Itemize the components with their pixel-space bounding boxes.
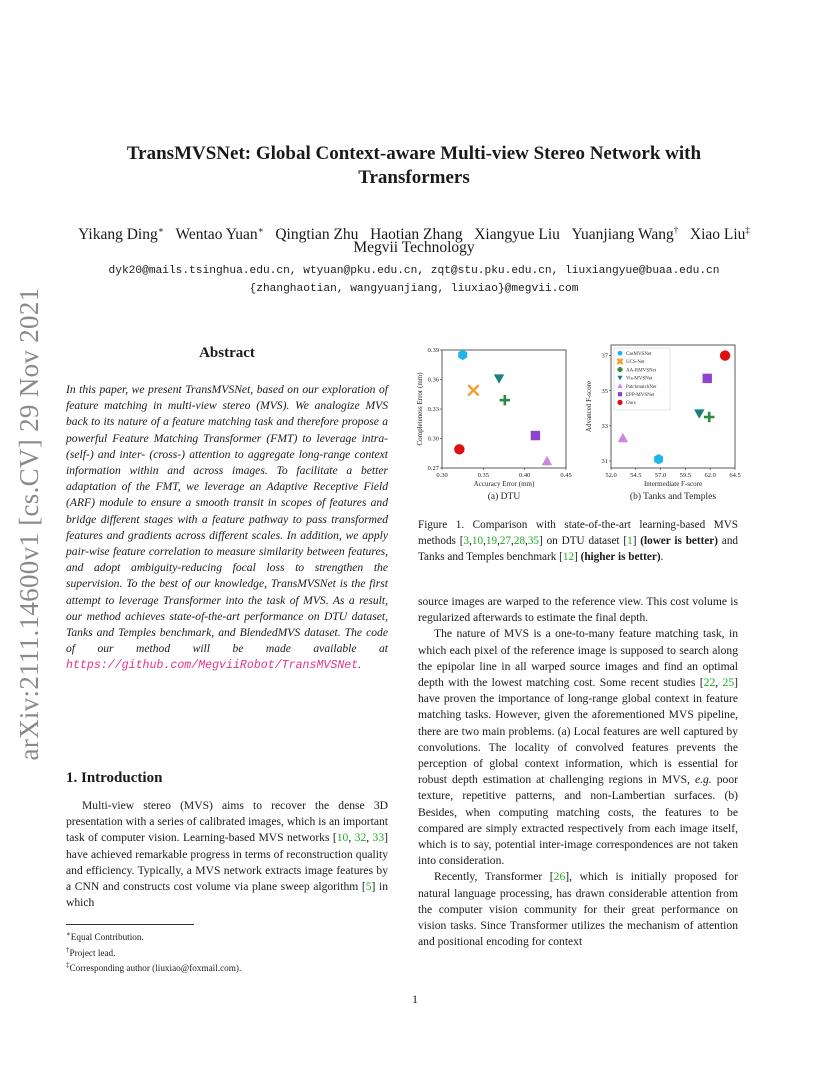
footnote-rule <box>66 924 194 925</box>
citation-link[interactable]: 28 <box>513 535 526 547</box>
emails-line-2: {zhanghaotian, wangyuanjiang, liuxiao}@megvii.com <box>249 283 579 295</box>
y-axis-label: Advanced F-score <box>585 380 593 433</box>
emails-line-1: dyk20@mails.tsinghua.edu.cn, wtyuan@pku.edu.cn, zqt@stu.pku.edu.cn, liuxiangyue@buaa.edu.cn <box>108 265 720 277</box>
citation-link[interactable]: 10 <box>336 831 349 845</box>
section-heading: 1. Introduction <box>66 770 163 786</box>
chart-dtu <box>416 347 572 502</box>
footnote-mark: ∗ <box>66 930 71 938</box>
footnotes <box>66 928 388 975</box>
citation-link[interactable]: 33 <box>372 831 385 845</box>
intro-text: Multi-view stereo (MVS) aims to recover the dense 3D presentation with a series of calibrated images, which is an important task of computer vision. Learning-based MVS networks [ <box>66 799 388 845</box>
y-tick-label: 33 <box>601 423 608 431</box>
footnote-text: Corresponding author (liuxiao@foxmail.com). <box>69 963 242 974</box>
author-name: Xiao Liu <box>689 226 746 244</box>
y-tick-label: 0.30 <box>427 435 439 443</box>
legend-label: UCS-Net <box>626 360 645 366</box>
emphasis-text: (higher is better) <box>580 551 661 563</box>
emphasis-text: (lower is better) <box>640 535 718 547</box>
marker-circle <box>720 350 730 360</box>
author-name: Wentao Yuan <box>175 226 258 244</box>
caption-text: ] <box>574 551 581 563</box>
x-tick-label: 62.0 <box>704 472 716 479</box>
intro-text: ] have achieved remarkable progress in terms of reconstruction quality and efficiency. Typically, a MVS network extracts image features by a CNN and constructs cost volume via plane sweep algorithm [ <box>66 831 388 894</box>
author-mark: ∗ <box>257 225 264 235</box>
marker-hexagon <box>458 350 467 360</box>
x-tick-label: 0.30 <box>436 472 448 479</box>
author-name: Qingtian Zhu <box>275 226 359 244</box>
y-tick-label: 0.39 <box>427 347 439 355</box>
citation-link[interactable]: 10 <box>471 535 484 547</box>
arxiv-stamp: arXiv:2111.14600v1 [cs.CV] 29 Nov 2021 <box>14 287 44 761</box>
body-text: ], which is initially proposed for natural language processing, has drawn considerable attention from the computer vision community for their great performance on vision tasks. Since Transformer utilizes the mechanism of attention and positional encoding for context <box>418 870 738 949</box>
legend-label: PatchmatchNet <box>626 384 657 390</box>
title-line-1: TransMVSNet: Global Context-aware Multi-view Stereo Network with <box>126 143 702 164</box>
citation-link[interactable]: 19 <box>485 535 498 547</box>
x-tick-label: 54.5 <box>630 472 642 479</box>
footnote-text: Equal Contribution. <box>70 932 144 943</box>
citation-link[interactable]: 35 <box>527 535 540 547</box>
legend-label: EPP-MVSNet <box>626 393 655 398</box>
x-tick-label: 59.5 <box>679 472 692 479</box>
caption-text: , <box>511 535 514 547</box>
intro-text: ] in which <box>66 880 388 910</box>
citation-link[interactable]: 27 <box>499 535 512 547</box>
marker-triangle-up <box>618 433 628 442</box>
marker-triangle-up <box>542 456 552 465</box>
caption-text: and Tanks and Temples benchmark [ <box>418 535 739 563</box>
x-tick-label: 52.0 <box>605 472 617 479</box>
y-axis-label: Completeness Error (mm) <box>416 372 424 446</box>
marker-square <box>618 392 622 396</box>
author-name: Xiangyue Liu <box>474 226 560 244</box>
caption-text: , <box>483 535 486 547</box>
citation-link[interactable]: 1 <box>627 535 633 547</box>
y-tick-label: 0.36 <box>427 376 439 384</box>
x-axis-label: Intermediate F-score <box>643 480 703 488</box>
caption-text: ] <box>632 535 641 547</box>
body-text: poor texture, repetitive patterns, and non-Lambertian surfaces. (b) Besides, when computing matching costs, the features to be compared are simply extracted respectively from each image itself, which is to say, potential inter-image correspondences are not taken into consideration. <box>418 773 739 868</box>
y-tick-label: 37 <box>601 352 608 360</box>
marker-triangle-down <box>494 374 504 383</box>
italic-text: e.g. <box>694 773 712 787</box>
chart-legend <box>614 348 670 410</box>
legend-label: Ours <box>626 401 636 407</box>
body-text: ] have proven the importance of long-range global context in feature matching tasks. However, given the aforementioned MVS pipeline, there are two main problems. (a) Local features are well captured by convolutions. The locality of convolved features prevents the perception of global context information, which is essential for robust depth estimation at challenging regions in MVS, <box>418 676 739 787</box>
footnote <box>66 944 388 960</box>
intro-paragraph <box>66 798 388 911</box>
figure-caption <box>418 517 738 565</box>
code-link[interactable]: https://github.com/MegviiRobot/TransMVSNet <box>66 659 359 673</box>
x-tick-label: 64.5 <box>729 472 741 479</box>
paper-title <box>60 142 768 190</box>
abstract-body: In this paper, we present TransMVSNet, based on our exploration of feature matching in multi-view stereo (MVS). We analogize MVS back to its nature of a feature matching task and therefore propose a powerful Feature Matching Transformer (FMT) to leverage intra- (self-) and inter- (cross-) attention to aggregate long-range context information within and across images. To facilitate a better adaptation of the FMT, we leverage an Adaptive Receptive Field (ARF) module to ensure a smooth transit in scopes of features and bridge different stages with a feature pathway to pass transformed features and gradients across different scales. In addition, we apply pair-wise feature correlation to measure similarity between features, and adopt ambiguity-reducing focal loss to strengthen the supervision. To the best of our knowledge, TransMVSNet is the first attempt to leverage Transformer into the task of MVS. As a result, our method achieves state-of-the-art performance on DTU dataset, Tanks and Temples benchmark, and BlendedMVS dataset. The code of our method will be made available at https://github.com/MegviiRobot/TransMVSNet. <box>66 383 388 673</box>
chart-tanks-temples <box>585 345 741 502</box>
caption-text: ] on DTU dataset [ <box>539 535 628 547</box>
x-axis-label: Accuracy Error (mm) <box>473 480 535 488</box>
author-mark: ‡ <box>745 225 750 235</box>
body-paragraph <box>418 626 738 869</box>
author-name: Yikang Ding <box>78 226 158 244</box>
author-name: Haotian Zhang <box>370 226 463 244</box>
caption-text: . <box>660 551 664 563</box>
marker-triangle-down <box>694 409 704 418</box>
marker-circle <box>454 444 464 454</box>
body-text: , <box>715 676 723 690</box>
footnote <box>66 928 388 944</box>
x-tick-label: 0.45 <box>560 472 572 479</box>
body-text: Recently, Transformer [ <box>434 870 554 884</box>
legend-label: CasMVSNet <box>626 352 652 357</box>
abstract-heading: Abstract <box>199 345 255 361</box>
abstract-text: In this paper, we present TransMVSNet, based on our exploration of feature matching in multi-view stereo (MVS). We analogize MVS back to its nature of a feature matching task and therefore propose a powerful Feature Matching Transformer (FMT) to leverage intra- (self-) and inter- (cross-) attention to aggregate long-range context information within and across images. To facilitate a better adaptation of the FMT, we leverage an Adaptive Receptive Field (ARF) module to ensure a smooth transit in scopes of features and bridge different stages with a feature pathway to pass transformed features and gradients across different scales. In addition, we apply pair-wise feature correlation to measure similarity between features, and adopt ambiguity-reducing focal loss to strengthen the supervision. To the best of our knowledge, TransMVSNet is the first attempt to leverage Transformer into the task of MVS. As a result, our method achieves state-of-the-art performance on DTU dataset, Tanks and Temples benchmark, and BlendedMVS dataset. The code of our method will be made available at <box>66 383 388 656</box>
y-tick-label: 0.33 <box>427 406 439 414</box>
x-tick-label: 0.35 <box>477 472 490 479</box>
x-tick-label: 57.0 <box>654 472 667 479</box>
chart-subtitle: (b) Tanks and Temples <box>629 492 717 502</box>
right-column-text <box>418 594 738 950</box>
page-number: 1 <box>412 992 418 1006</box>
marker-hexagon <box>654 454 663 464</box>
citation-link[interactable]: 5 <box>365 880 372 894</box>
author-mark: † <box>673 225 679 235</box>
footnote-text: Project lead. <box>69 947 116 958</box>
citation-link[interactable]: 32 <box>354 831 367 845</box>
citation-link[interactable]: 3 <box>463 535 470 547</box>
y-tick-label: 0.27 <box>427 465 439 473</box>
author-name: Yuanjiang Wang <box>571 226 674 244</box>
legend-label: Vis-MVSNet <box>626 376 653 382</box>
caption-text: Figure 1. Comparison with state-of-the-art learning-based MVS methods [ <box>418 519 738 547</box>
y-tick-label: 31 <box>601 458 608 466</box>
citation-link[interactable]: 25 <box>722 676 735 690</box>
marker-square <box>531 431 540 440</box>
body-paragraph <box>418 869 738 950</box>
legend-label: AA-RMVSNet <box>626 368 657 374</box>
title-line-2: Transformers <box>358 167 470 188</box>
caption-text: , <box>525 535 528 547</box>
affiliation: Megvii Technology <box>353 239 475 256</box>
citation-link[interactable]: 26 <box>553 870 566 884</box>
marker-circle <box>617 400 622 405</box>
intro-text: , <box>366 831 373 845</box>
footnote-mark: ‡ <box>66 961 70 970</box>
author-mark: ∗ <box>157 225 164 235</box>
figure-1 <box>412 340 742 512</box>
email-list <box>40 262 788 298</box>
x-tick-label: 0.40 <box>518 472 531 479</box>
body-text: The nature of MVS is a one-to-many feature matching task, in which each pixel of the reference image is supposed to search along the epipolar line in all warped source images and find an optimal depth with the lowest matching cost. Some recent studies [ <box>418 627 738 690</box>
footnote <box>66 959 388 975</box>
footnote-mark: † <box>66 945 70 954</box>
citation-link[interactable]: 12 <box>562 551 575 563</box>
caption-text: , <box>469 535 472 547</box>
citation-link[interactable]: 22 <box>703 676 716 690</box>
y-tick-label: 35 <box>601 387 608 395</box>
body-paragraph <box>418 594 738 626</box>
body-text: source images are warped to the reference view. This cost volume is regularized afterwards to estimate the final depth. <box>418 595 738 625</box>
intro-text: , <box>348 831 355 845</box>
chart-subtitle: (a) DTU <box>487 492 521 502</box>
marker-square <box>703 374 712 383</box>
caption-text: , <box>497 535 500 547</box>
